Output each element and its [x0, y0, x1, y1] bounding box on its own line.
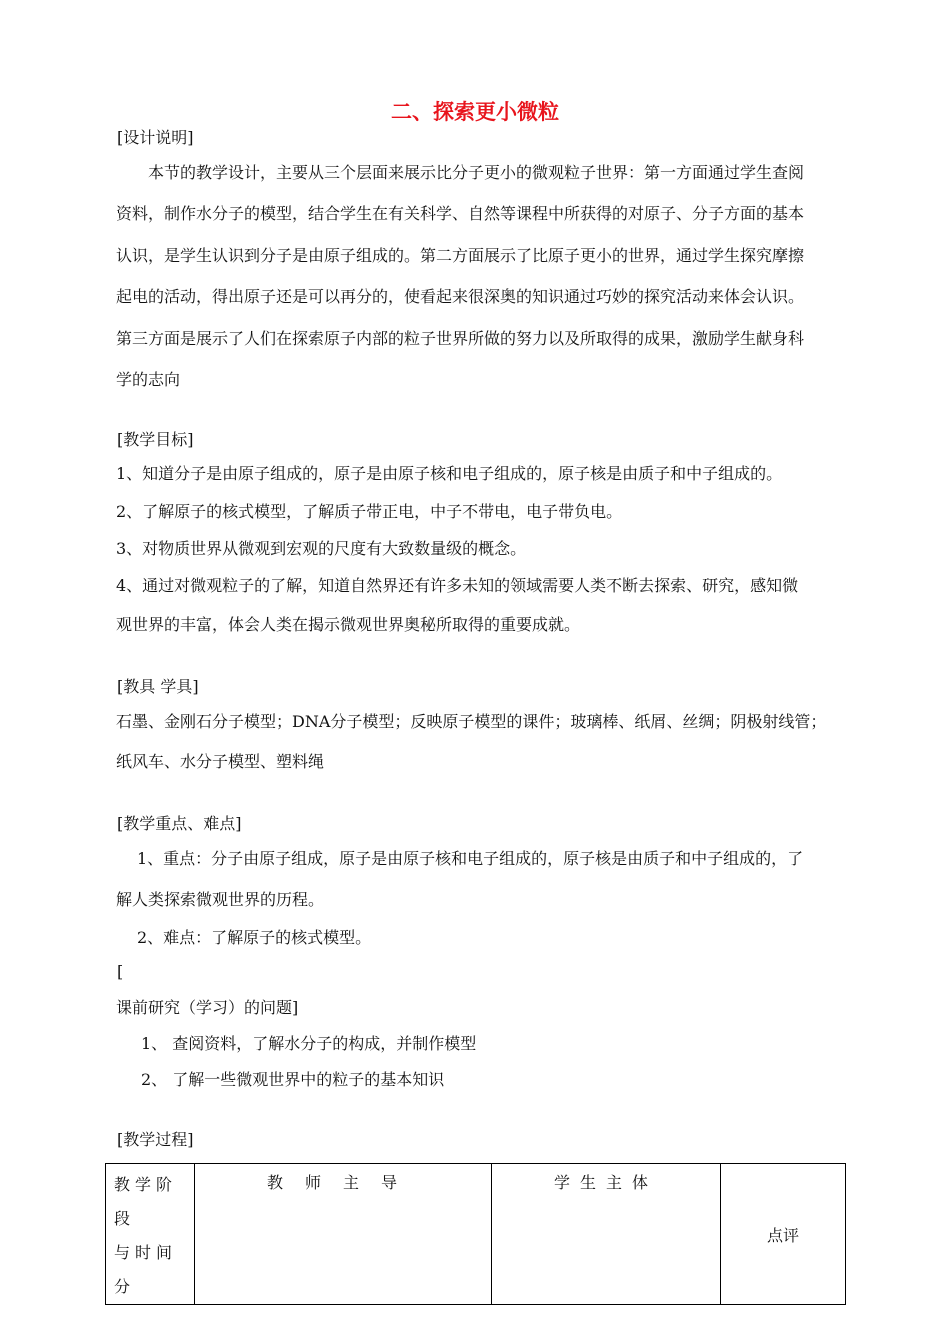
preclass-bracket: [ — [117, 962, 124, 981]
preclass-item: 1、 查阅资料，了解水分子的构成，并制作模型 — [141, 1034, 477, 1053]
table-header-teacher: 教师主导 — [195, 1164, 492, 1305]
stage-header-line1: 教学阶段 — [114, 1175, 178, 1228]
tools-line: 纸风车、水分子模型、塑料绳 — [116, 752, 325, 771]
objective-item: 观世界的丰富，体会人类在揭示微观世界奥秘所取得的重要成就。 — [116, 615, 581, 634]
objective-item: 4、通过对微观粒子的了解，知道自然界还有许多未知的领域需要人类不断去探索、研究，感知微 — [116, 576, 799, 595]
tools-line: 石墨、金刚石分子模型；DNA分子模型；反映原子模型的课件；玻璃棒、纸屑、丝绸；阴极射线管； — [116, 712, 827, 731]
design-note-line: 学的志向 — [116, 370, 181, 389]
table-header-comment: 点评 — [721, 1164, 846, 1305]
design-note-heading: [设计说明] — [117, 128, 194, 147]
preclass-item: 2、 了解一些微观世界中的粒子的基本知识 — [141, 1070, 445, 1089]
objective-item: 3、对物质世界从微观到宏观的尺度有大致数量级的概念。 — [116, 539, 527, 558]
table-header-stage — [106, 1164, 195, 1305]
key-point-line: 2、难点：了解原子的核式模型。 — [137, 928, 372, 947]
process-table — [105, 1163, 846, 1305]
design-note-line: 资料，制作水分子的模型，结合学生在有关科学、自然等课程中所获得的对原子、分子方面的基本 — [116, 204, 805, 223]
design-note-line: 起电的活动，得出原子还是可以再分的，使看起来很深奥的知识通过巧妙的探究活动来体会认识。 — [116, 287, 805, 306]
process-heading: [教学过程] — [117, 1130, 194, 1149]
design-note-line: 认识，是学生认识到分子是由原子组成的。第二方面展示了比原子更小的世界，通过学生探究摩擦 — [116, 246, 805, 265]
key-point-line: 解人类探索微观世界的历程。 — [116, 890, 325, 909]
objectives-heading: [教学目标] — [117, 430, 194, 449]
objective-item: 1、知道分子是由原子组成的，原子是由原子核和电子组成的，原子核是由质子和中子组成的。 — [116, 464, 783, 483]
document-title: 二、探索更小微粒 — [391, 100, 559, 124]
objective-item: 2、了解原子的核式模型，了解质子带正电，中子不带电，电子带负电。 — [116, 502, 623, 521]
design-note-line: 本节的教学设计，主要从三个层面来展示比分子更小的微观粒子世界：第一方面通过学生查阅 — [148, 163, 805, 182]
key-point-line: 1、重点：分子由原子组成，原子是由原子核和电子组成的，原子核是由质子和中子组成的，了 — [137, 849, 804, 868]
tools-heading: [教具 学具] — [117, 677, 199, 696]
preclass-heading: 课前研究（学习）的问题] — [116, 998, 299, 1017]
design-note-line: 第三方面是展示了人们在探索原子内部的粒子世界所做的努力以及所取得的成果，激励学生献身科 — [116, 329, 805, 348]
key-points-heading: [教学重点、难点] — [117, 814, 242, 833]
stage-header-line2: 与时间分 — [114, 1243, 178, 1296]
table-header-student: 学生主体 — [492, 1164, 721, 1305]
